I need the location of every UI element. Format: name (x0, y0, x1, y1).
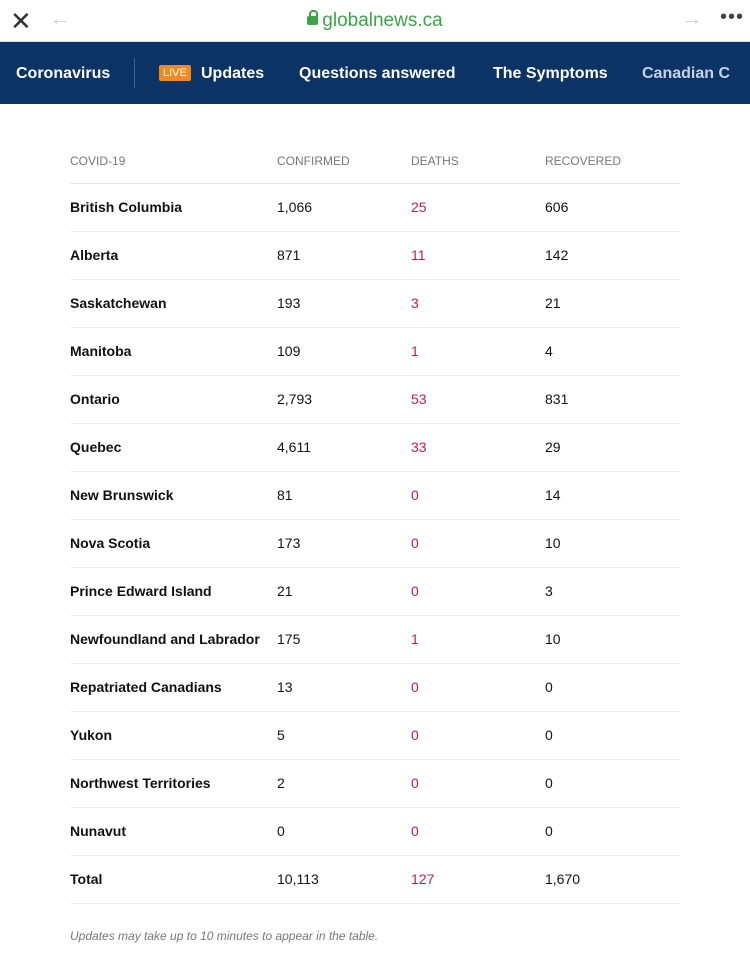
table-row (70, 567, 680, 615)
region-cell: Nova Scotia (70, 519, 277, 567)
region-cell: Quebec (70, 423, 277, 471)
region-cell: Manitoba (70, 327, 277, 375)
recovered-cell: 831 (545, 375, 680, 423)
nav-the-symptoms[interactable]: The Symptoms (493, 65, 608, 82)
deaths-cell: 0 (411, 471, 545, 519)
table-row (70, 327, 680, 375)
deaths-cell: 3 (411, 279, 545, 327)
recovered-cell: 142 (545, 231, 680, 279)
recovered-cell: 10 (545, 615, 680, 663)
table-row (70, 759, 680, 807)
deaths-cell: 0 (411, 711, 545, 759)
confirmed-cell: 81 (277, 471, 411, 519)
deaths-cell: 53 (411, 375, 545, 423)
nav-questions-answered[interactable]: Questions answered (299, 65, 456, 82)
arrow-left-icon[interactable]: ← (50, 8, 70, 30)
region-cell: Prince Edward Island (70, 567, 277, 615)
region-cell: Northwest Territories (70, 759, 277, 807)
deaths-cell: 127 (411, 855, 545, 903)
lock-icon (307, 16, 318, 25)
deaths-cell: 1 (411, 327, 545, 375)
confirmed-cell: 175 (277, 615, 411, 663)
confirmed-cell: 5 (277, 711, 411, 759)
table-row (70, 231, 680, 279)
table-row (70, 279, 680, 327)
live-badge: LIVE (159, 65, 191, 81)
table-row (70, 711, 680, 759)
confirmed-cell: 1,066 (277, 183, 411, 231)
region-cell: Yukon (70, 711, 277, 759)
confirmed-cell: 2 (277, 759, 411, 807)
deaths-cell: 0 (411, 807, 545, 855)
table-row (70, 183, 680, 231)
table-row (70, 663, 680, 711)
section-nav (0, 42, 750, 104)
footnote: Updates may take up to 10 minutes to appear in the table. (70, 929, 379, 943)
region-cell: British Columbia (70, 183, 277, 231)
deaths-cell: 0 (411, 567, 545, 615)
deaths-cell: 33 (411, 423, 545, 471)
covid-table (70, 140, 680, 904)
region-cell: Repatriated Canadians (70, 663, 277, 711)
region-cell: Total (70, 855, 277, 903)
confirmed-cell: 10,113 (277, 855, 411, 903)
recovered-cell: 0 (545, 663, 680, 711)
table-row (70, 471, 680, 519)
recovered-cell: 0 (545, 759, 680, 807)
region-cell: Newfoundland and Labrador (70, 615, 277, 663)
recovered-cell: 606 (545, 183, 680, 231)
header-confirmed: CONFIRMED (277, 140, 411, 183)
arrow-right-icon[interactable]: → (682, 8, 702, 30)
nav-divider (134, 58, 135, 88)
region-cell: New Brunswick (70, 471, 277, 519)
header-deaths: DEATHS (411, 140, 545, 183)
confirmed-cell: 2,793 (277, 375, 411, 423)
nav-canadian[interactable]: Canadian C (642, 65, 731, 82)
table-row (70, 423, 680, 471)
recovered-cell: 3 (545, 567, 680, 615)
nav-coronavirus[interactable]: Coronavirus (16, 65, 111, 82)
recovered-cell: 0 (545, 711, 680, 759)
confirmed-cell: 109 (277, 327, 411, 375)
address-bar[interactable] (0, 10, 750, 32)
region-cell: Nunavut (70, 807, 277, 855)
table-row (70, 375, 680, 423)
deaths-cell: 11 (411, 231, 545, 279)
recovered-cell: 4 (545, 327, 680, 375)
recovered-cell: 29 (545, 423, 680, 471)
confirmed-cell: 173 (277, 519, 411, 567)
table-row (70, 615, 680, 663)
table-row (70, 855, 680, 903)
close-icon[interactable]: ✕ (10, 6, 32, 36)
region-cell: Alberta (70, 231, 277, 279)
confirmed-cell: 193 (277, 279, 411, 327)
ellipsis-icon[interactable]: ••• (720, 6, 745, 28)
region-cell: Ontario (70, 375, 277, 423)
recovered-cell: 21 (545, 279, 680, 327)
browser-bar (0, 0, 750, 42)
confirmed-cell: 4,611 (277, 423, 411, 471)
table-row (70, 519, 680, 567)
region-cell: Saskatchewan (70, 279, 277, 327)
deaths-cell: 25 (411, 183, 545, 231)
confirmed-cell: 0 (277, 807, 411, 855)
recovered-cell: 1,670 (545, 855, 680, 903)
recovered-cell: 14 (545, 471, 680, 519)
header-recovered: RECOVERED (545, 140, 680, 183)
url-text: globalnews.ca (322, 10, 443, 31)
confirmed-cell: 13 (277, 663, 411, 711)
table-header (70, 140, 680, 183)
confirmed-cell: 871 (277, 231, 411, 279)
deaths-cell: 1 (411, 615, 545, 663)
confirmed-cell: 21 (277, 567, 411, 615)
deaths-cell: 0 (411, 519, 545, 567)
table-row (70, 807, 680, 855)
header-region: COVID-19 (70, 140, 277, 183)
recovered-cell: 0 (545, 807, 680, 855)
recovered-cell: 10 (545, 519, 680, 567)
nav-updates[interactable]: Updates (201, 65, 265, 82)
deaths-cell: 0 (411, 759, 545, 807)
deaths-cell: 0 (411, 663, 545, 711)
